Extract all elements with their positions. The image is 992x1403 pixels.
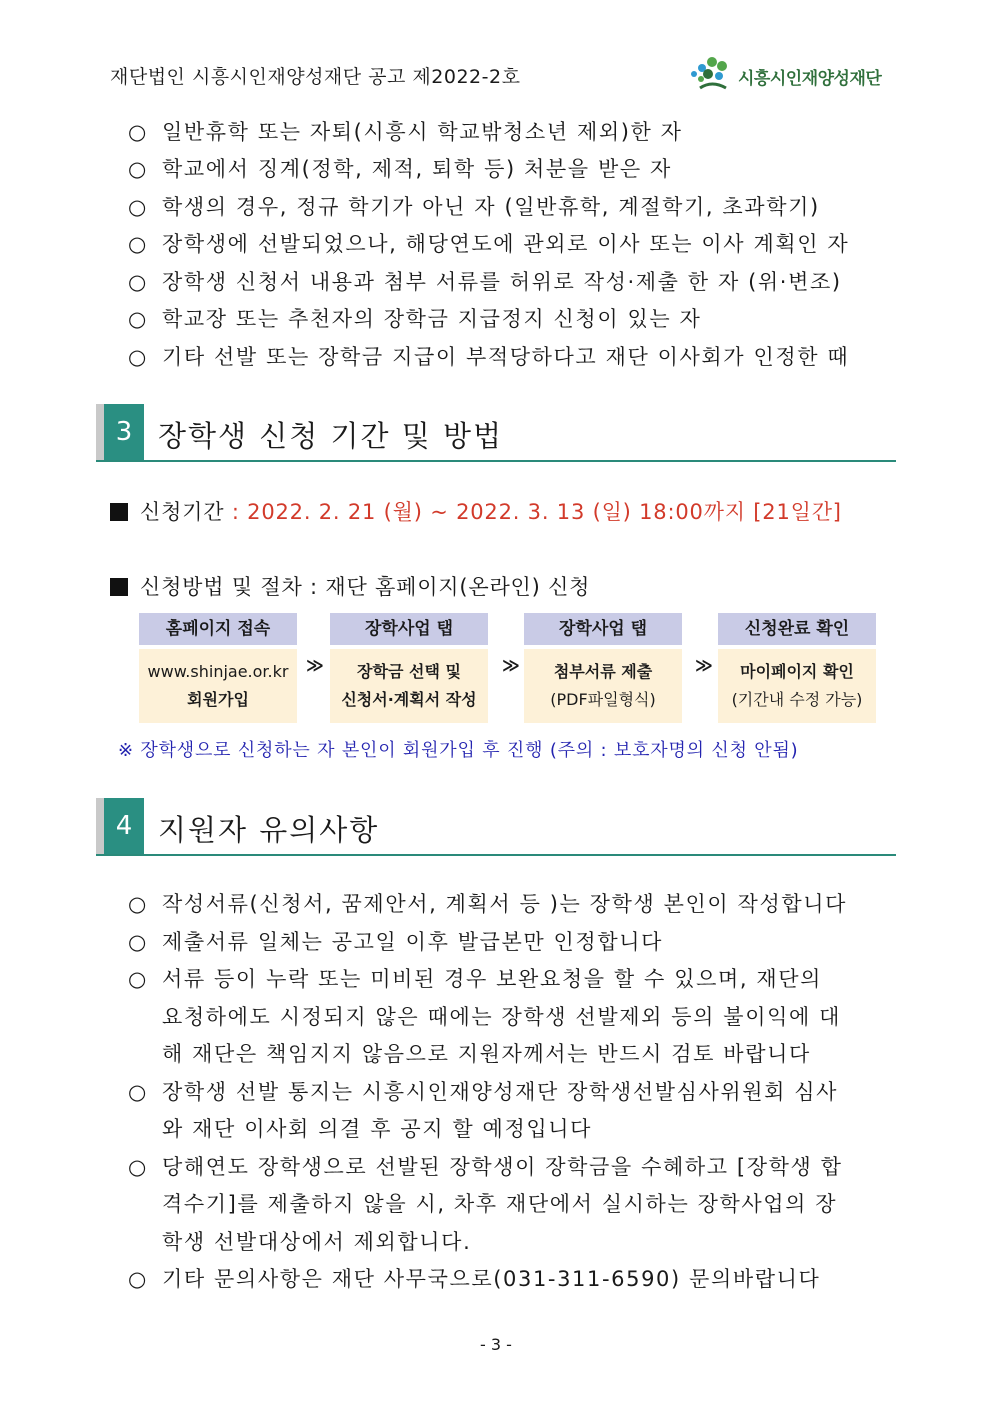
arrow-icon: ≫	[306, 656, 324, 676]
list-item: ○ 작성서류(신청서, 꿈제안서, 계획서 등 )는 장학생 본인이 작성합니다	[128, 892, 847, 916]
circle-bullet-icon: ○	[128, 270, 148, 294]
application-period	[110, 496, 842, 526]
step-line-1: 장학금 선택 및	[357, 662, 461, 681]
step-body	[718, 649, 876, 723]
circle-bullet-icon: ○	[128, 1079, 148, 1104]
circle-bullet-icon: ○	[128, 120, 148, 144]
step-line-2: 신청서·계획서 작성	[341, 690, 477, 709]
step-head: 장학사업 탭	[330, 613, 488, 645]
application-method	[110, 571, 590, 601]
list-item-continuation: 학생 선발대상에서 제외합니다.	[162, 1229, 472, 1254]
circle-bullet-icon: ○	[128, 307, 148, 331]
period-value: : 2022. 2. 21 (월) ~ 2022. 3. 13 (일) 18:00까지 [21일간]	[224, 500, 842, 524]
list-item: ○ 일반휴학 또는 자퇴(시흥시 학교밖청소년 제외)한 자	[128, 120, 683, 144]
list-item: ○ 학교에서 징계(정학, 제적, 퇴학 등) 처분을 받은 자	[128, 157, 672, 181]
notice-list	[128, 890, 898, 1303]
step-line-url: www.shinjae.or.kr	[147, 662, 289, 681]
step-line-2: 회원가입	[187, 690, 249, 709]
list-item: ○ 장학생 선발 통지는 시흥시인재양성재단 장학생선발심사위원회 심사	[128, 1079, 839, 1104]
list-item-continuation: 해 재단은 책임지지 않음으로 지원자께서는 반드시 검토 바랍니다	[162, 1042, 811, 1066]
step-2	[330, 613, 488, 723]
list-item: ○ 기타 선발 또는 장학금 지급이 부적당하다고 재단 이사회가 인정한 때	[128, 345, 850, 369]
section-number: 4	[104, 798, 144, 854]
step-head: 신청완료 확인	[718, 613, 876, 645]
section-title: 지원자 유의사항	[158, 813, 380, 847]
list-item-continuation: 와 재단 이사회 의결 후 공지 할 예정입니다	[162, 1117, 592, 1141]
period-label: 신청기간	[140, 500, 225, 524]
header-announcement: 재단법인 시흥시인재양성재단 공고 제2022-2호	[110, 66, 521, 88]
section-3-heading	[96, 404, 896, 462]
method-label: 신청방법 및 절차 : 재단 홈페이지(온라인) 신청	[140, 575, 591, 599]
circle-bullet-icon: ○	[128, 967, 148, 991]
step-line-1: 마이페이지 확인	[740, 662, 854, 681]
step-1	[139, 613, 297, 723]
step-4	[718, 613, 876, 723]
section-4-heading	[96, 798, 896, 856]
list-item: ○ 학생의 경우, 정규 학기가 아닌 자 (일반휴학, 계절학기, 초과학기)	[128, 195, 820, 219]
arrow-icon: ≫	[502, 656, 520, 676]
circle-bullet-icon: ○	[128, 1154, 148, 1179]
list-item: ○ 학교장 또는 추천자의 장학금 지급정지 신청이 있는 자	[128, 307, 702, 331]
circle-bullet-icon: ○	[128, 232, 148, 256]
list-item: ○ 서류 등이 누락 또는 미비된 경우 보완요청을 할 수 있으며, 재단의	[128, 967, 823, 991]
page-number: - 3 -	[480, 1335, 512, 1354]
logo-text: 시흥시인재양성재단	[738, 69, 882, 89]
application-note: ※ 장학생으로 신청하는 자 본인이 회원가입 후 진행 (주의 : 보호자명의 신청 안됨)	[118, 740, 799, 761]
circle-bullet-icon: ○	[128, 1267, 148, 1291]
circle-bullet-icon: ○	[128, 892, 148, 916]
list-item: ○ 장학생 신청서 내용과 첨부 서류를 허위로 작성·제출 한 자 (위·변조)	[128, 270, 842, 294]
square-bullet-icon	[110, 578, 128, 596]
list-item-continuation: 격수기]를 제출하지 않을 시, 차후 재단에서 실시하는 장학사업의 장	[162, 1192, 838, 1216]
step-body	[330, 649, 488, 723]
list-item: ○ 장학생에 선발되었으나, 해당연도에 관외로 이사 또는 이사 계획인 자	[128, 232, 850, 256]
step-head: 홈페이지 접속	[139, 613, 297, 645]
section-number: 3	[104, 404, 144, 460]
circle-bullet-icon: ○	[128, 929, 148, 954]
step-body	[139, 649, 297, 723]
step-head: 장학사업 탭	[524, 613, 682, 645]
list-item-continuation: 요청하에도 시정되지 않은 때에는 장학생 선발제외 등의 불이익에 대	[162, 1004, 842, 1029]
section-bar	[96, 404, 104, 460]
list-item: ○ 제출서류 일체는 공고일 이후 발급본만 인정합니다	[128, 929, 663, 954]
section-bar	[96, 798, 104, 854]
step-line-1: 첨부서류 제출	[553, 662, 653, 681]
step-3	[524, 613, 682, 723]
circle-bullet-icon: ○	[128, 195, 148, 219]
list-item: ○ 기타 문의사항은 재단 사무국으로(031-311-6590) 문의바랍니다	[128, 1267, 821, 1291]
list-item: ○ 당해연도 장학생으로 선발된 장학생이 장학금을 수혜하고 [장학생 합	[128, 1154, 843, 1179]
circle-bullet-icon: ○	[128, 157, 148, 181]
section-title: 장학생 신청 기간 및 방법	[158, 419, 504, 453]
circle-bullet-icon: ○	[128, 345, 148, 369]
square-bullet-icon	[110, 503, 128, 521]
step-line-2: (기간내 수정 가능)	[731, 690, 863, 709]
arrow-icon: ≫	[695, 656, 713, 676]
step-line-2: (PDF파일형식)	[550, 690, 656, 709]
step-body	[524, 649, 682, 723]
